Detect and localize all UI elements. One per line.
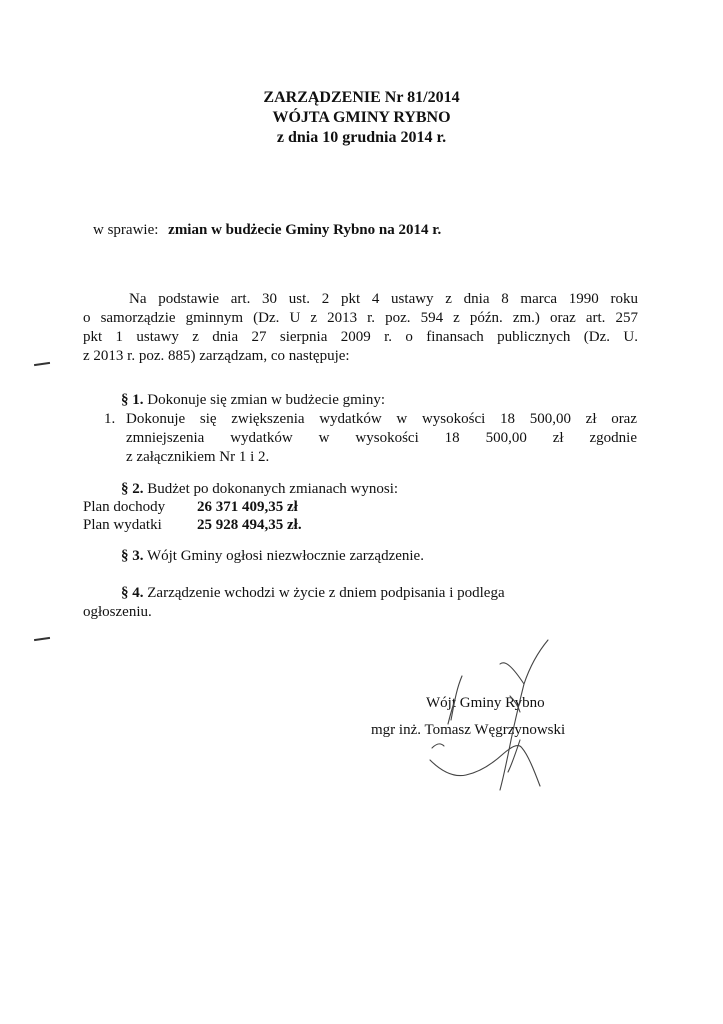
subject-prefix: w sprawie: (93, 222, 159, 238)
section-1-item-number: 1. (104, 411, 116, 427)
expense-label: Plan wydatki (83, 517, 162, 533)
preamble-line: pkt 1 ustawy z dnia 27 sierpnia 2009 r. o finansach publicznych (Dz. U. (83, 329, 638, 345)
issuer-line: WÓJTA GMINY RYBNO (272, 109, 451, 126)
section-4-continuation: ogłoszeniu. (83, 604, 152, 620)
subject-text: zmian w budżecie Gminy Rybno na 2014 r. (168, 222, 442, 238)
expense-value: 25 928 494,35 zł. (197, 517, 302, 533)
section-1-item-line: zmniejszenia wydatków w wysokości 18 500,00 zł zgodnie (126, 430, 637, 446)
preamble-line: o samorządzie gminnym (Dz. U z 2013 r. poz. 594 z późn. zm.) oraz art. 257 (83, 310, 638, 326)
section-2-text: Budżet po dokonanych zmianach wynosi: (147, 481, 399, 497)
section-3-text: Wójt Gminy ogłosi niezwłocznie zarządzenie. (146, 548, 424, 564)
section-1-item-line: z załącznikiem Nr 1 i 2. (126, 449, 270, 465)
signatory-title: Wójt Gminy Rybno (426, 695, 545, 711)
section-4-text: Zarządzenie wchodzi w życie z dniem podpisania i podlega (147, 585, 505, 601)
section-1-item-line: Dokonuje się zwiększenia wydatków w wysokości 18 500,00 zł oraz (126, 411, 637, 427)
signatory-name: mgr inż. Tomasz Węgrzynowski (371, 722, 566, 738)
section-1-mark: § 1. (121, 392, 144, 408)
section-1-text: Dokonuje się zmian w budżecie gminy: (147, 392, 386, 408)
section-3-mark: § 3. (121, 548, 144, 564)
income-label: Plan dochody (83, 499, 166, 515)
section-4-mark: § 4. (121, 585, 144, 601)
section-2-mark: § 2. (121, 481, 144, 497)
preamble-line: Na podstawie art. 30 ust. 2 pkt 4 ustawy z dnia 8 marca 1990 roku (129, 291, 638, 307)
income-value: 26 371 409,35 zł (197, 499, 298, 515)
preamble-line: z 2013 r. poz. 885) zarządzam, co następuje: (83, 348, 350, 364)
document-title: ZARZĄDZENIE Nr 81/2014 (263, 89, 460, 106)
date-line: z dnia 10 grudnia 2014 r. (276, 129, 447, 146)
